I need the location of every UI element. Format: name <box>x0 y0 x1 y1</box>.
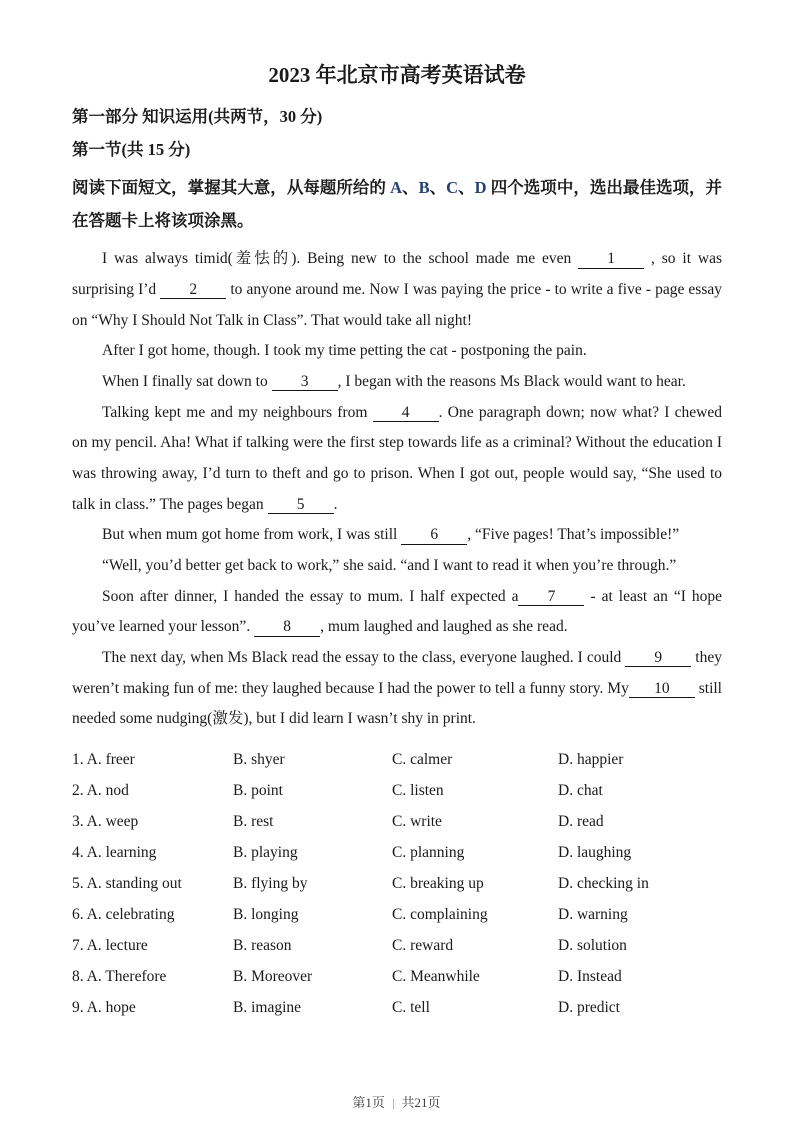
cloze-blank: 10 <box>629 680 695 698</box>
option-letter: C <box>446 178 459 198</box>
option-cell: D. checking in <box>558 875 649 893</box>
cloze-blank: 4 <box>373 404 439 422</box>
option-cell: B. playing <box>233 844 298 862</box>
option-cell: 8. A. Therefore <box>72 968 167 986</box>
option-cell: C. write <box>392 813 442 831</box>
option-cell: B. rest <box>233 813 274 831</box>
option-cell: 5. A. standing out <box>72 875 182 893</box>
option-cell: C. listen <box>392 782 444 800</box>
options-grid <box>72 744 722 1023</box>
option-letter: D <box>474 178 487 198</box>
footer-separator: | <box>391 1095 395 1110</box>
option-cell: C. planning <box>392 844 465 862</box>
passage <box>72 244 722 735</box>
passage-paragraph: Soon after dinner, I handed the essay to mum. I half expected a 7 - at least an “I hope you’ve learned your lesson”. 8 , mum laughed and laughed as she read. <box>72 587 722 636</box>
option-cell: C. calmer <box>392 751 453 769</box>
cloze-blank: 1 <box>578 250 644 268</box>
option-cell: B. imagine <box>233 999 302 1017</box>
option-cell: C. tell <box>392 999 430 1017</box>
cloze-blank: 2 <box>160 281 226 299</box>
passage-paragraph: Talking kept me and my neighbours from 4 . One paragraph down; now what? I chewed on my pencil. Aha! What if talking were the first step towards life as a criminal? Without the education I was throwing away, I’d turn to theft and go to prison. When I got out, people would say, “She used to talk in class.” The pages began 5 . <box>72 403 722 513</box>
cloze-blank: 7 <box>518 588 584 606</box>
passage-paragraph: But when mum got home from work, I was still 6 , “Five pages! That’s impossible!” <box>102 526 680 544</box>
footer-total-pages: 共21页 <box>401 1095 441 1110</box>
option-letter: A <box>390 178 403 198</box>
option-cell: 2. A. nod <box>72 782 129 800</box>
option-cell: 7. A. lecture <box>72 937 148 955</box>
option-cell: B. reason <box>233 937 292 955</box>
option-cell: C. complaining <box>392 906 488 924</box>
option-cell: 9. A. hope <box>72 999 136 1017</box>
part-heading: 第一部分 知识运用(共两节，30 分) <box>72 107 323 127</box>
option-cell: B. longing <box>233 906 299 924</box>
cloze-blank: 8 <box>254 618 320 636</box>
passage-paragraph: I was always timid(羞怯的). Being new to the school made me even 1 , so it was surprising I’d 2 to anyone around me. Now I was paying the price - to write a five - page essay on “Why I Should Not Talk in Class”. That would take all night! <box>72 250 722 329</box>
passage-paragraph: After I got home, though. I took my time petting the cat - postponing the pain. <box>102 342 587 360</box>
passage-paragraph: The next day, when Ms Black read the essay to the class, everyone laughed. I could 9 they weren’t making fun of me: they laughed because I had the power to tell a funny story. My 10 still needed some nudging(激发), but I did learn I wasn’t shy in print. <box>72 649 722 728</box>
option-cell: D. predict <box>558 999 620 1017</box>
option-cell: D. Instead <box>558 968 622 986</box>
option-cell: B. Moreover <box>233 968 313 986</box>
cloze-blank: 5 <box>268 496 334 514</box>
option-cell: D. laughing <box>558 844 632 862</box>
option-cell: C. Meanwhile <box>392 968 480 986</box>
cloze-blank: 9 <box>625 649 691 667</box>
option-cell: 1. A. freer <box>72 751 135 769</box>
option-letter: B <box>418 178 430 198</box>
passage-paragraph: “Well, you’d better get back to work,” she said. “and I want to read it when you’re through.” <box>102 557 677 575</box>
page-title: 2023 年北京市高考英语试卷 <box>268 63 526 87</box>
section-heading: 第一节(共 15 分) <box>72 139 191 159</box>
page-footer <box>0 1092 793 1111</box>
option-cell: C. breaking up <box>392 875 484 893</box>
option-cell: 6. A. celebrating <box>72 906 175 924</box>
cloze-blank: 3 <box>272 373 338 391</box>
passage-paragraph: When I finally sat down to 3 , I began with the reasons Ms Black would want to hear. <box>102 372 686 390</box>
option-cell: B. point <box>233 782 283 800</box>
option-cell: B. shyer <box>233 751 285 769</box>
option-cell: D. solution <box>558 937 627 955</box>
footer-page-number: 第1页 <box>352 1095 385 1110</box>
option-cell: D. read <box>558 813 604 831</box>
option-cell: B. flying by <box>233 875 308 893</box>
option-cell: 3. A. weep <box>72 813 139 831</box>
option-cell: D. warning <box>558 906 628 924</box>
option-cell: C. reward <box>392 937 454 955</box>
cloze-blank: 6 <box>401 526 467 544</box>
option-cell: D. happier <box>558 751 624 769</box>
option-cell: D. chat <box>558 782 603 800</box>
option-cell: 4. A. learning <box>72 844 157 862</box>
instructions-text: 阅读下面短文，掌握其大意，从每题所给的 A、B、C、D 四个选项中，选出最佳选项，并在答题卡上将该项涂黑。 <box>72 178 723 231</box>
